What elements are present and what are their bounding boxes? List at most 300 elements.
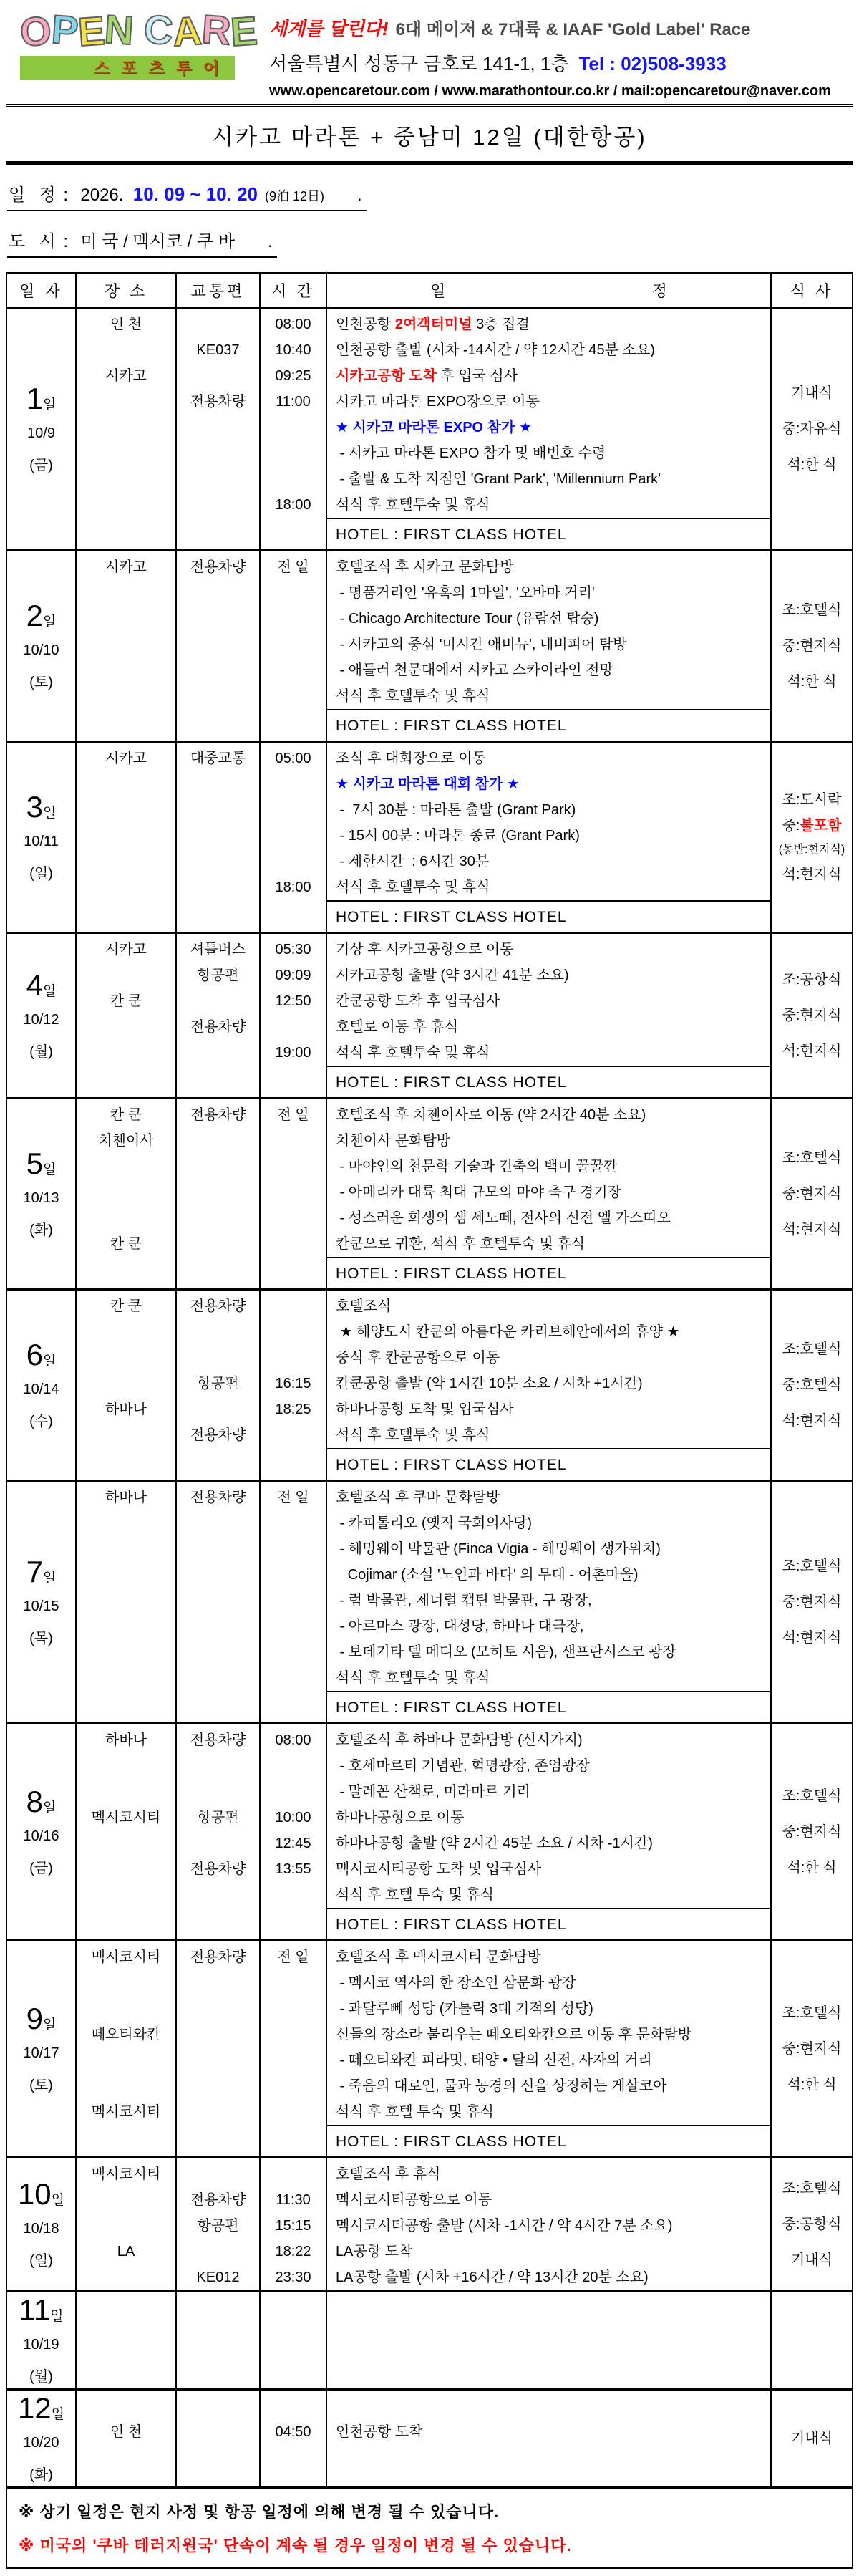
schedule-line — [327, 2445, 770, 2471]
transport-label: 셔틀버스 — [190, 942, 246, 957]
day-number-value: 11 — [19, 2293, 51, 2327]
hotel-line: HOTEL : FIRST CLASS HOTEL — [327, 1066, 770, 1097]
text-part: 석식 후 호텔투숙 및 휴식 — [336, 1427, 490, 1443]
day-row — [7, 741, 852, 932]
text-part: 호텔로 이동 후 휴식 — [336, 1019, 459, 1035]
text-part: 하바나공항 도착 및 입국심사 — [336, 1402, 514, 1417]
meal-line — [782, 1341, 842, 1358]
text-part: 조:호텔식 — [782, 2005, 842, 2021]
day-number-unit: 일 — [43, 1162, 57, 1177]
schedule-line — [327, 1970, 770, 1996]
day-number-unit: 일 — [50, 2309, 64, 2324]
text-part: 기상 후 시카고공항으로 이동 — [336, 942, 514, 957]
transport-label: 전용차량 — [190, 1019, 246, 1035]
schedule-tail: . — [357, 185, 362, 205]
day-cell-meals — [772, 1941, 852, 2156]
text-part: - 카피톨리오 (옛적 국회의사당) — [336, 1515, 533, 1531]
day-cell-date — [7, 1099, 77, 1288]
place-label: 시카고 — [105, 751, 147, 766]
schedule-nights: (9泊 12日) — [258, 189, 325, 203]
hotel-line: HOTEL : FIRST CLASS HOTEL — [327, 2125, 770, 2156]
day-cell-schedule — [327, 2391, 772, 2486]
city-label: 도 시 : — [9, 232, 76, 251]
transport-label: 항공편 — [197, 2218, 239, 2234]
text-part: ★ 시카고 마라톤 대회 참가 ★ — [336, 776, 520, 792]
meal-line — [782, 1043, 842, 1060]
text-part: 시카고공항 출발 (약 3시간 41분 소요) — [336, 968, 569, 983]
day-date: 10/17 — [23, 2045, 59, 2061]
itinerary-table — [6, 272, 853, 2569]
day-row — [7, 1288, 852, 1480]
text-part: - 호세마르티 기념관, 혁명광장, 존엄광장 — [336, 1758, 590, 1774]
logo-letter: E — [76, 7, 107, 55]
text-part: 기내식 — [791, 2252, 833, 2268]
text-part: - 마야인의 천문학 기술과 건축의 백미 꿀꿀깐 — [336, 1159, 618, 1174]
text-part: 중:공항식 — [782, 2216, 842, 2232]
day-cell-schedule — [327, 551, 772, 741]
header — [0, 4, 859, 104]
text-part: 석식 후 호텔 투숙 및 휴식 — [336, 1887, 494, 1903]
schedule-lines — [327, 1291, 770, 1448]
day-cell-transport — [177, 1941, 261, 2156]
time-label: 11:30 — [276, 2192, 311, 2208]
day-cell-time — [261, 309, 327, 549]
day-cell-schedule — [327, 309, 772, 549]
opencare-logo — [18, 6, 259, 55]
logo-letter: A — [171, 7, 203, 55]
website-line: www.opencaretour.com / www.marathontour.co.kr / mail:opencaretour@naver.com — [269, 83, 831, 99]
text-part: 후 입국 심사 — [436, 368, 518, 384]
day-cell-transport — [177, 934, 261, 1097]
text-part: 조:호텔식 — [782, 602, 842, 618]
schedule-line — [327, 1231, 770, 1257]
place-label: 시카고 — [105, 942, 147, 957]
day-weekday: (월) — [29, 1044, 53, 1060]
day-cell-time — [261, 2292, 327, 2388]
text-part: 석식 후 호텔 투숙 및 휴식 — [336, 2104, 494, 2120]
day-cell-place — [77, 1941, 177, 2156]
text-part: 호텔조식 후 하바나 문화탐방 (신시가지) — [336, 1732, 583, 1748]
day-cell-place — [77, 1291, 177, 1480]
city-tail: . — [268, 232, 273, 251]
text-part: 조:호텔식 — [782, 2181, 842, 2196]
meal-line — [782, 2216, 842, 2233]
text-part: 멕시코시티공항 출발 (시차 -1시간 / 약 4시간 7분 소요) — [336, 2218, 673, 2234]
day-cell-time — [261, 743, 327, 932]
day-weekday: (일) — [29, 866, 53, 882]
day-cell-place — [77, 2292, 177, 2388]
day-number-unit: 일 — [43, 806, 57, 821]
day-cell-schedule — [327, 1291, 772, 1480]
table-header-cell — [327, 274, 772, 307]
meal-line — [782, 1593, 842, 1611]
meal-line — [782, 1823, 842, 1841]
text-part: - 말레꼰 산책로, 미라마르 거리 — [336, 1784, 530, 1800]
schedule-line — [327, 988, 770, 1014]
day-cell-schedule — [327, 2292, 772, 2388]
time-label: 16:15 — [275, 1376, 311, 1391]
meal-line — [782, 1788, 842, 1805]
day-weekday: (토) — [29, 675, 53, 690]
schedule-line — [327, 823, 770, 849]
schedule-line — [327, 1510, 770, 1536]
day-date: 10/18 — [23, 2221, 59, 2237]
hotel-line: HOTEL : FIRST CLASS HOTEL — [327, 900, 770, 932]
day-cell-transport — [177, 2158, 261, 2290]
day-cell-place — [77, 934, 177, 1097]
schedule-lines — [327, 743, 770, 900]
hotel-line: HOTEL : FIRST CLASS HOTEL — [327, 1448, 770, 1480]
text-part: Cojimar (소설 '노인과 바다' 의 무대 - 어촌마을) — [336, 1567, 639, 1583]
schedule-line — [327, 2161, 770, 2187]
day-cell-transport — [177, 309, 261, 549]
meal-line — [787, 2076, 836, 2093]
day-cell-place — [77, 551, 177, 741]
day-number-value: 2 — [26, 599, 43, 632]
schedule-line — [327, 1830, 770, 1856]
day-weekday: (화) — [29, 2467, 53, 2483]
day-row — [7, 549, 852, 741]
schedule-line — [327, 1536, 770, 1562]
text-part: 중:현지식 — [782, 2041, 842, 2057]
day-cell-date — [7, 1941, 77, 2156]
schedule-line — [327, 1293, 770, 1319]
day-cell-time — [261, 1941, 327, 2156]
day-cell-meals — [772, 551, 852, 741]
schedule-line — [327, 1779, 770, 1805]
footnote: ※ 상기 일정은 현지 사정 및 항공 일정에 의해 변경 될 수 있습니다. — [19, 2503, 500, 2521]
text-part: 칸쿤공항 도착 후 입국심사 — [336, 993, 500, 1009]
place-label: 멕시코시티 — [91, 1810, 161, 1825]
meal-line — [782, 2180, 842, 2197]
schedule-line — [327, 1128, 770, 1154]
day-cell-schedule — [327, 934, 772, 1097]
schedule-line — [327, 1996, 770, 2022]
text-part: 하바나공항 출발 (약 2시간 45분 소요 / 시차 -1시간) — [336, 1835, 653, 1851]
table-header-cell: 장 소 — [77, 274, 177, 307]
day-cell-transport — [177, 1291, 261, 1480]
text-part: 석:한 식 — [787, 1860, 837, 1876]
text-part: 호텔조식 후 시카고 문화탐방 — [336, 559, 514, 575]
day-cell-transport — [177, 2391, 261, 2486]
text-part: 치첸이사 문화탐방 — [336, 1133, 451, 1149]
meal-line — [782, 2040, 842, 2058]
footnote: ※ 미국의 '쿠바 테러지원국' 단속이 계속 될 경우 일정이 변경 될 수 있습니다. — [19, 2537, 572, 2555]
text-part: 석:현지식 — [782, 1413, 842, 1429]
logo-letter: N — [103, 6, 135, 54]
place-label: 떼오티와칸 — [91, 2027, 161, 2042]
meal-line — [782, 1412, 842, 1429]
day-cell-date — [7, 743, 77, 932]
meal-line — [782, 602, 842, 619]
day-cell-date — [7, 934, 77, 1097]
day-cell-schedule — [327, 1099, 772, 1288]
time-label: 23:30 — [275, 2269, 311, 2285]
place-label: 하바나 — [105, 1402, 147, 1417]
schedule-line — [327, 1319, 770, 1345]
text-part: 기내식 — [791, 2431, 833, 2446]
hotel-line: HOTEL : FIRST CLASS HOTEL — [327, 1908, 770, 1939]
text-part: LA공항 도착 — [336, 2244, 413, 2259]
text-part: - 보데기타 델 메디오 (모히토 시음), 샌프란시스코 광장 — [336, 1644, 676, 1660]
day-number-value: 6 — [26, 1338, 43, 1371]
schedule-line — [327, 415, 770, 440]
place-label: 멕시코시티 — [91, 2104, 161, 2120]
transport-label: 전용차량 — [190, 1298, 246, 1314]
schedule-line — [327, 1944, 770, 1970]
place-label: 하바나 — [105, 1490, 147, 1505]
text-part: 중:현지식 — [782, 1008, 842, 1023]
time-label: 18:25 — [275, 1402, 311, 1417]
meal-line — [791, 385, 833, 402]
text-part: 칸쿤공항 출발 (약 1시간 10분 소요 / 시차 +1시간) — [336, 1376, 643, 1391]
day-cell-meals — [772, 1099, 852, 1288]
text-part: 조:호텔식 — [782, 1558, 842, 1574]
schedule-line — [327, 580, 770, 606]
day-weekday: (금) — [29, 1861, 53, 1876]
text-part: 2여객터미널 — [394, 317, 472, 332]
transport-label: 전용차량 — [190, 1490, 246, 1505]
schedule-line — [327, 874, 770, 900]
schedule-lines — [327, 2158, 770, 2290]
day-row — [7, 1097, 852, 1288]
schedule-line — [327, 2099, 770, 2125]
day-cell-place — [77, 1482, 177, 1722]
schedule-line — [327, 2022, 770, 2047]
schedule-line — [327, 1154, 770, 1180]
header-info — [269, 7, 831, 100]
meal-line — [782, 1149, 842, 1167]
day-number — [18, 2179, 64, 2209]
day-cell-place — [77, 309, 177, 549]
day-number-value: 12 — [17, 2391, 52, 2425]
day-cell-meals — [772, 2391, 852, 2486]
day-cell-transport — [177, 1099, 261, 1288]
day-cell-meals — [772, 2292, 852, 2388]
day-number-unit: 일 — [43, 614, 57, 629]
day-cell-time — [261, 1291, 327, 1480]
text-part: ★ 해양도시 칸쿤의 아름다운 카리브해안에서의 휴양 ★ — [336, 1324, 680, 1340]
day-cell-meals — [772, 743, 852, 932]
text-part: 조:호텔식 — [782, 1341, 842, 1357]
day-number-value: 10 — [17, 2177, 52, 2211]
text-part: - 명품거리인 '유혹의 1마일', '오바마 거리' — [336, 585, 595, 601]
schedule-line — [327, 2393, 770, 2419]
day-cell-schedule — [327, 2158, 772, 2290]
day-weekday: (일) — [29, 2253, 53, 2269]
place-label: 시카고 — [105, 368, 147, 384]
schedule-line — [327, 606, 770, 632]
text-part: 신들의 장소라 불리우는 떼오티와칸으로 이동 후 문화탐방 — [336, 2027, 692, 2042]
day-cell-transport — [177, 1724, 261, 1939]
day-cell-time — [261, 1099, 327, 1288]
text-part: - 아메리카 대륙 최대 규모의 마야 축구 경기장 — [336, 1185, 621, 1200]
day-weekday: (수) — [29, 1414, 53, 1429]
text-part: 3층 집결 — [472, 317, 530, 332]
day-cell-time — [261, 2391, 327, 2486]
text-part: 석:현지식 — [782, 1222, 842, 1238]
day-number-value: 4 — [26, 968, 43, 1002]
text-part: 하바나공항으로 이동 — [336, 1810, 465, 1825]
phone-number: Tel : 02)508-3933 — [578, 53, 727, 74]
tagline-rest: 6대 메이저 & 7대륙 & IAAF 'Gold Label' Race — [395, 20, 751, 39]
text-part: 조:호텔식 — [782, 1150, 842, 1166]
meal-line — [782, 1629, 842, 1646]
day-cell-transport — [177, 2292, 261, 2388]
place-label: 하바나 — [105, 1732, 147, 1748]
day-number-unit: 일 — [43, 984, 57, 999]
day-date: 10/10 — [23, 642, 59, 658]
time-label: 18:22 — [275, 2244, 311, 2259]
logo-block — [18, 6, 259, 80]
place-label: 시카고 — [105, 559, 147, 575]
text-part: 조:도시락 — [782, 792, 842, 809]
text-part: 호텔조식 후 쿠바 문화탐방 — [336, 1490, 500, 1505]
time-label: 05:00 — [275, 751, 311, 766]
day-row — [7, 932, 852, 1097]
meal-line — [787, 673, 836, 690]
text-part: 석식 후 호텔투숙 및 휴식 — [336, 497, 490, 513]
hotel-line: HOTEL : FIRST CLASS HOTEL — [327, 709, 770, 741]
schedule-line — [327, 1639, 770, 1665]
text-part: 시카고공항 도착 — [336, 368, 437, 384]
address: 서울특별시 성동구 금호로 141-1, 1층 — [269, 53, 569, 74]
schedule-label: 일 정 : — [9, 185, 76, 205]
transport-label: 항공편 — [197, 968, 239, 983]
table-footnotes — [7, 2486, 852, 2567]
schedule-lines — [327, 1941, 770, 2125]
day-number-unit: 일 — [43, 1354, 57, 1369]
schedule-line — [327, 1102, 770, 1128]
text-part: 호텔조식 후 치첸이사로 이동 (약 2시간 40분 소요) — [336, 1107, 646, 1123]
text-part: 석:현지식 — [782, 1630, 842, 1646]
schedule-lines — [327, 1099, 770, 1257]
text-part: 인천공항 도착 — [336, 2424, 423, 2440]
meal-line — [782, 1376, 842, 1394]
day-cell-meals — [772, 1724, 852, 1939]
text-part: - 럼 박물관, 제너럴 캡틴 박물관, 구 광장, — [336, 1593, 592, 1608]
day-row — [7, 1939, 852, 2156]
text-part: 조:호텔식 — [782, 1788, 842, 1804]
text-part: 중식 후 칸쿤공항으로 이동 — [336, 1350, 500, 1366]
time-label: 19:00 — [275, 1045, 311, 1061]
schedule-line — [327, 1396, 770, 1422]
day-cell-transport — [177, 1482, 261, 1722]
schedule-line — [327, 963, 770, 988]
meal-line — [782, 1007, 842, 1024]
day-cell-time — [261, 551, 327, 741]
logo-letter: O — [18, 7, 53, 55]
day-cell-date — [7, 2158, 77, 2290]
day-number-value: 8 — [26, 1785, 43, 1818]
schedule-lines — [327, 1724, 770, 1908]
schedule-line — [327, 1562, 770, 1588]
schedule-lines — [327, 1482, 770, 1691]
day-cell-place — [77, 2158, 177, 2290]
city-meta — [7, 227, 859, 258]
day-row — [7, 1480, 852, 1722]
hotel-line: HOTEL : FIRST CLASS HOTEL — [327, 1257, 770, 1288]
day-number-unit: 일 — [43, 1800, 57, 1815]
day-number — [26, 1149, 57, 1179]
day-cell-time — [261, 1724, 327, 1939]
place-label: 인 천 — [110, 317, 142, 332]
day-cell-time — [261, 1482, 327, 1722]
transport-label: 전용차량 — [190, 1949, 246, 1965]
text-part: - 제한시간 : 6시간 30분 — [336, 854, 490, 869]
place-label: 인 천 — [110, 2424, 142, 2440]
day-cell-schedule — [327, 743, 772, 932]
text-part: - 시카고의 중심 '미시간 애비뉴', 네비피어 탐방 — [336, 637, 627, 652]
day-cell-transport — [177, 551, 261, 741]
text-part: 칸쿤으로 귀환, 석식 후 호텔투숙 및 휴식 — [336, 1236, 586, 1252]
schedule-line — [327, 2047, 770, 2073]
table-header-row — [7, 274, 852, 307]
meal-line — [782, 637, 842, 655]
time-label: 12:50 — [275, 993, 311, 1009]
schedule-line — [327, 2187, 770, 2213]
day-number — [26, 384, 57, 414]
schedule-line — [327, 771, 770, 797]
time-label: 13:55 — [275, 1861, 311, 1877]
text-part: 중:현지식 — [782, 638, 842, 654]
time-label: 04:50 — [275, 2424, 311, 2440]
day-number-unit: 일 — [43, 1571, 57, 1586]
day-cell-date — [7, 1482, 77, 1722]
address-line — [269, 49, 831, 76]
divider-title — [6, 161, 853, 165]
day-number-value: 1 — [26, 382, 43, 415]
schedule-line — [327, 1613, 770, 1639]
meal-line — [787, 1859, 836, 1876]
day-number — [26, 1340, 57, 1370]
time-label: 18:00 — [275, 879, 311, 895]
day-row — [7, 307, 852, 549]
schedule-line — [327, 2073, 770, 2099]
day-number-value: 9 — [26, 2002, 43, 2035]
time-label: 12:45 — [275, 1835, 311, 1851]
day-number — [26, 970, 57, 1000]
text-part: 호텔조식 후 멕시코시티 문화탐방 — [336, 1949, 542, 1965]
day-cell-time — [261, 934, 327, 1097]
text-part: ★ 시카고 마라톤 EXPO 참가 ★ — [336, 420, 532, 435]
day-date: 10/12 — [23, 1012, 59, 1028]
transport-label: 전용차량 — [190, 1732, 246, 1748]
place-label: 멕시코시티 — [91, 1949, 161, 1965]
table-header-cell: 일 자 — [7, 274, 77, 307]
schedule-line — [327, 937, 770, 963]
meal-line — [782, 1185, 842, 1202]
schedule-line — [327, 657, 770, 683]
text-part: - 멕시코 역사의 한 장소인 삼문화 광장 — [336, 1975, 576, 1991]
day-number — [18, 2393, 64, 2423]
schedule-line — [327, 1485, 770, 1510]
place-label: 칸 쿤 — [110, 993, 142, 1009]
text-part: 인천공항 — [336, 317, 395, 332]
schedule-line — [327, 554, 770, 580]
day-cell-meals — [772, 1482, 852, 1722]
meal-line — [782, 866, 842, 883]
text-part: 멕시코시티공항으로 이동 — [336, 2192, 492, 2208]
time-label: 전 일 — [277, 559, 309, 575]
text-part: 석:한 식 — [787, 457, 837, 473]
text-part: 시카고 마라톤 EXPO장으로 이동 — [336, 394, 540, 410]
schedule-line — [327, 1422, 770, 1448]
schedule-year: 2026. — [75, 185, 133, 205]
time-label: 10:00 — [275, 1810, 311, 1825]
text-part: 석식 후 호텔투숙 및 휴식 — [336, 1045, 490, 1061]
day-date: 10/11 — [24, 834, 59, 849]
